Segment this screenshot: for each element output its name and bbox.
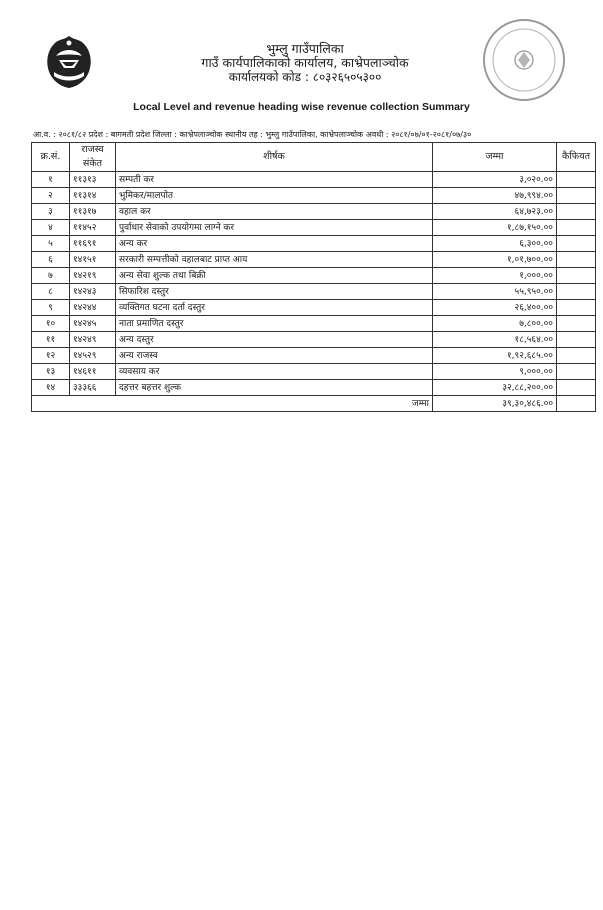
row-heading: वहाल कर	[116, 204, 433, 220]
row-remarks	[557, 380, 596, 396]
table-row	[32, 348, 596, 364]
row-heading: अन्य कर	[116, 236, 433, 252]
row-amount: ९,०००.००	[433, 364, 557, 380]
row-sn: १२	[32, 348, 70, 364]
row-code: ११३१४	[70, 188, 116, 204]
row-amount: ३,०२०.००	[433, 172, 557, 188]
table-row	[32, 300, 596, 316]
row-amount: १,८७,१५०.००	[433, 220, 557, 236]
row-heading: सिफारिश दस्तुर	[116, 284, 433, 300]
row-heading: अन्य राजस्व	[116, 348, 433, 364]
row-remarks	[557, 300, 596, 316]
row-code: ११४५२	[70, 220, 116, 236]
row-remarks	[557, 172, 596, 188]
row-amount: १,०००.००	[433, 268, 557, 284]
table-row	[32, 236, 596, 252]
row-code: १४२४४	[70, 300, 116, 316]
table-row	[32, 252, 596, 268]
row-sn: ९	[32, 300, 70, 316]
row-heading: सरकारी सम्पत्तीको वहालबाट प्राप्त आय	[116, 252, 433, 268]
row-sn: १४	[32, 380, 70, 396]
office-stamp-icon	[478, 14, 570, 106]
row-amount: २६,४००.००	[433, 300, 557, 316]
filter-line: आ.व. : २०८१/८२ प्रदेश : बागमती प्रदेश जिल्ला : काभ्रेपलाञ्चोक स्थानीय तह : भुम्लु गाउँपालिका, काभ्रेपलाञ्चोक अवधी : २०८१/०७/०१-२०८१/०७/३०	[33, 130, 472, 139]
total-amount: ३९,३०,४८६.००	[433, 396, 557, 412]
row-sn: २	[32, 188, 70, 204]
col-heading-header: शीर्षक	[116, 143, 433, 172]
table-row	[32, 204, 596, 220]
row-sn: ७	[32, 268, 70, 284]
row-remarks	[557, 236, 596, 252]
revenue-table	[31, 142, 596, 412]
row-code: ११६९१	[70, 236, 116, 252]
row-sn: १३	[32, 364, 70, 380]
row-amount: ६,३००.००	[433, 236, 557, 252]
row-code: १४२१९	[70, 268, 116, 284]
row-code: १४२४५	[70, 316, 116, 332]
row-sn: ४	[32, 220, 70, 236]
row-sn: ५	[32, 236, 70, 252]
table-row	[32, 188, 596, 204]
total-label: जम्मा	[32, 396, 433, 412]
row-heading: नाता प्रमाणित दस्तुर	[116, 316, 433, 332]
document-header	[150, 42, 460, 84]
office-name: गाउँ कार्यपालिकाको कार्यालय, काभ्रेपलाञ्चोक	[201, 55, 409, 70]
col-code-header	[70, 143, 116, 172]
row-heading: पुर्वाधार सेवाको उपयोगमा लाग्ने कर	[116, 220, 433, 236]
col-amount-header: जम्मा	[433, 143, 557, 172]
nepal-emblem-icon	[44, 34, 94, 90]
row-remarks	[557, 188, 596, 204]
row-sn: १०	[32, 316, 70, 332]
row-heading: सम्पती कर	[116, 172, 433, 188]
row-amount: १,९२,६८५.००	[433, 348, 557, 364]
row-amount: ३२,८८,२००.००	[433, 380, 557, 396]
row-amount: ६४,७२३.००	[433, 204, 557, 220]
row-remarks	[557, 348, 596, 364]
row-sn: ८	[32, 284, 70, 300]
row-remarks	[557, 220, 596, 236]
municipality-name: भुम्लु गाउँपालिका	[266, 41, 344, 56]
row-code: ३३३६६	[70, 380, 116, 396]
row-remarks	[557, 252, 596, 268]
row-code: ११३१३	[70, 172, 116, 188]
row-heading: व्यक्तिगत घटना दर्ता दस्तुर	[116, 300, 433, 316]
table-row	[32, 284, 596, 300]
col-sn-header: क्र.सं.	[32, 143, 70, 172]
row-sn: ११	[32, 332, 70, 348]
table-row	[32, 380, 596, 396]
row-amount: १८,५६४.००	[433, 332, 557, 348]
total-remarks	[557, 396, 596, 412]
row-heading: भुमिकर/मालपोत	[116, 188, 433, 204]
row-sn: ६	[32, 252, 70, 268]
row-code: १४५२९	[70, 348, 116, 364]
table-row	[32, 268, 596, 284]
table-header-row	[32, 143, 596, 172]
row-remarks	[557, 284, 596, 300]
row-amount: १,०१,७००.००	[433, 252, 557, 268]
table-row	[32, 364, 596, 380]
row-sn: १	[32, 172, 70, 188]
row-sn: ३	[32, 204, 70, 220]
office-code: कार्यालयको कोड : ८०३२६५०५३००	[228, 70, 382, 84]
row-amount: ७,८००.००	[433, 316, 557, 332]
row-code: १४२४३	[70, 284, 116, 300]
col-code-header-line2: संकेत	[82, 158, 103, 169]
report-title: Local Level and revenue heading wise revenue collection Summary	[133, 101, 470, 113]
col-code-header-line1: राजस्व	[81, 144, 104, 155]
table-row	[32, 220, 596, 236]
row-remarks	[557, 364, 596, 380]
row-code: १४२४९	[70, 332, 116, 348]
col-remarks-header: कैफियत	[557, 143, 596, 172]
row-amount: ४७,९९४.००	[433, 188, 557, 204]
row-heading: अन्य दस्तुर	[116, 332, 433, 348]
total-row	[32, 396, 596, 412]
table-row	[32, 316, 596, 332]
table-row	[32, 332, 596, 348]
row-heading: अन्य सेवा शुल्क तथा बिक्री	[116, 268, 433, 284]
row-heading: दहत्तर बहत्तर शुल्क	[116, 380, 433, 396]
table-body	[32, 172, 596, 396]
row-remarks	[557, 316, 596, 332]
row-code: १४६११	[70, 364, 116, 380]
row-remarks	[557, 204, 596, 220]
row-remarks	[557, 268, 596, 284]
row-code: १४१५१	[70, 252, 116, 268]
table-row	[32, 172, 596, 188]
row-remarks	[557, 332, 596, 348]
row-amount: ५५,९५०.००	[433, 284, 557, 300]
row-code: ११३१७	[70, 204, 116, 220]
row-heading: व्यवसाय कर	[116, 364, 433, 380]
